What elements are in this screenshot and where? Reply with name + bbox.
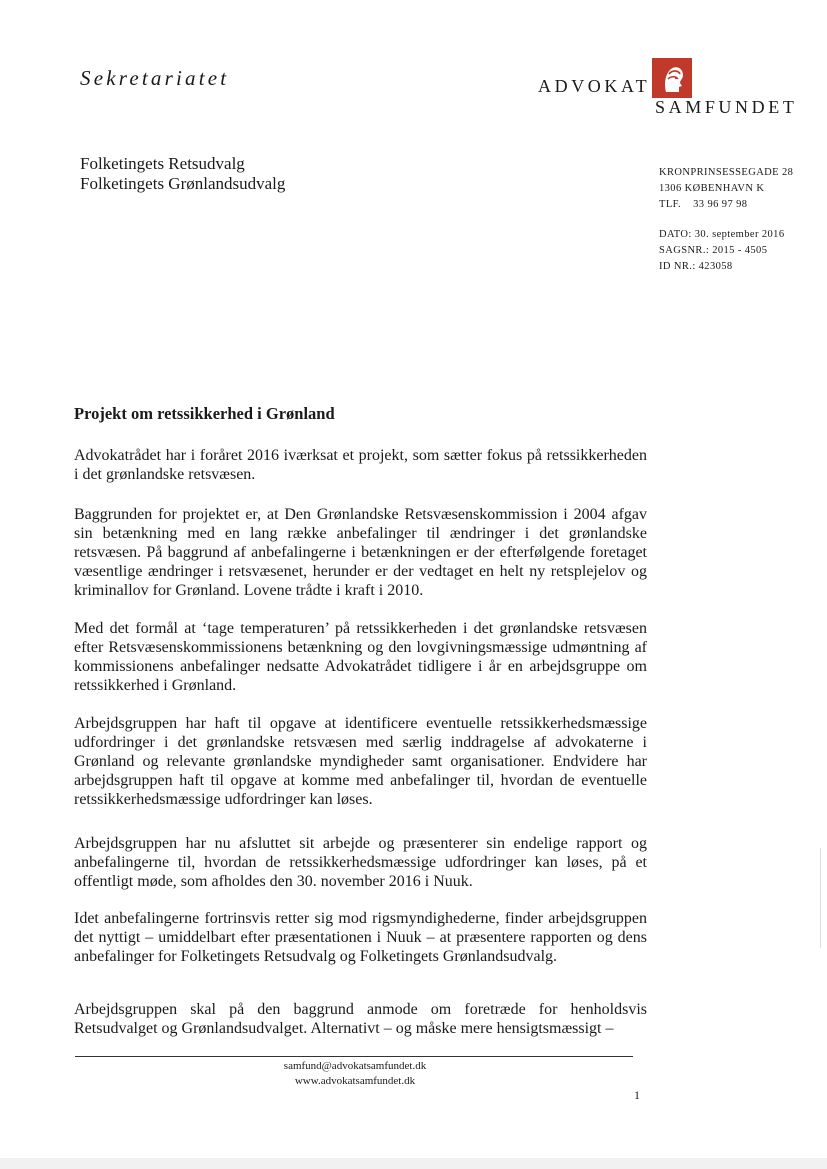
recipient-line: Folketingets Grønlandsudvalg xyxy=(80,174,286,193)
logo-word-samfundet: SAMFUNDET xyxy=(655,97,798,117)
page-number: 1 xyxy=(634,1088,640,1102)
secretariat-heading: Sekretariatet xyxy=(80,66,230,90)
body-paragraph: Arbejdsgruppen har haft til opgave at identificere eventuelle retssikkerhedsmæssige udfordringer i det grønlandske retsvæsen med særlig inddragelse af advokaterne i Grønland og relevante grønlandske myndigheder samt organisationer. Endvidere har arbejdsgruppen haft til opgave at komme med anbefalinger til, hvordan de eventuelle retssikkerhedsmæssige udfordringer kan løses. xyxy=(74,715,647,808)
body-paragraph: Idet anbefalingerne fortrinsvis retter sig mod rigsmyndighederne, finder arbejdsgruppen det nyttigt – umiddelbart efter præsentationen i Nuuk – at præsentere rapporten og dens anbefalinger for Folketingets Retsudvalg og Folketingets Grønlandsudvalg. xyxy=(74,910,647,965)
id-number-line: ID NR.: 423058 xyxy=(659,261,733,272)
body-paragraph: Baggrunden for projektet er, at Den Grønlandske Retsvæsenskommission i 2004 afgav sin betænkning med en lang række anbefalinger til ændringer i det grønlandske retsvæsen. På baggrund af anbefalingerne i betænkningen er der efterfølgende foretaget væsentlige ændringer i retsvæsenet, herunder er der vedtaget en helt ny retsplejelov og kriminallov for Grønland. Lovene trådte i kraft i 2010. xyxy=(74,506,647,599)
recipient-block xyxy=(80,154,285,194)
body-paragraph: Med det formål at ‘tage temperaturen’ på retssikkerheden i det grønlandske retsvæsen efter Retsvæsenskommissionens betænkning og den lovgivningsmæssige udmøntning af kommissionens anbefalinger nedsatte Advokatrådet tidligere i år en arbejdsgruppe om retssikkerhed i Grønland. xyxy=(74,620,647,694)
recipient-line: Folketingets Retsudvalg xyxy=(80,154,245,173)
body-paragraph: Arbejdsgruppen skal på den baggrund anmode om foretræde for henholdsvis Retsudvalget og Grønlandsudvalget. Alternativt – og måske mere hensigtsmæssigt – xyxy=(74,1001,647,1037)
footer-website: www.advokatsamfundet.dk xyxy=(294,1075,416,1087)
letter-title: Projekt om retssikkerhed i Grønland xyxy=(74,404,335,423)
address-line: TLF. 33 96 97 98 xyxy=(659,199,748,210)
body-paragraph: Advokatrådet har i foråret 2016 iværksat et projekt, som sætter fokus på retssikkerheden i det grønlandske retsvæsen. xyxy=(74,447,647,483)
address-block xyxy=(659,165,793,213)
scan-bottom-edge xyxy=(0,1158,827,1169)
logo-word-advokat: ADVOKAT xyxy=(538,76,651,96)
logo-emblem-icon xyxy=(652,58,692,98)
address-line: KRONPRINSESSEGADE 28 xyxy=(659,167,794,178)
advokatsamfundet-logo xyxy=(538,58,800,120)
case-number-line: SAGSNR.: 2015 - 4505 xyxy=(659,245,768,256)
footer-email: samfund@advokatsamfundet.dk xyxy=(283,1060,427,1072)
case-meta-block xyxy=(659,227,784,275)
scan-edge-mark xyxy=(820,848,821,948)
date-line: DATO: 30. september 2016 xyxy=(659,229,785,240)
footer-divider xyxy=(75,1056,633,1057)
address-line: 1306 KØBENHAVN K xyxy=(659,183,765,194)
body-paragraph: Arbejdsgruppen har nu afsluttet sit arbejde og præsenterer sin endelige rapport og anbefalingerne til, hvordan de retssikkerhedsmæssige udfordringer kan løses, på et offentligt møde, som afholdes den 30. november 2016 i Nuuk. xyxy=(74,835,647,890)
